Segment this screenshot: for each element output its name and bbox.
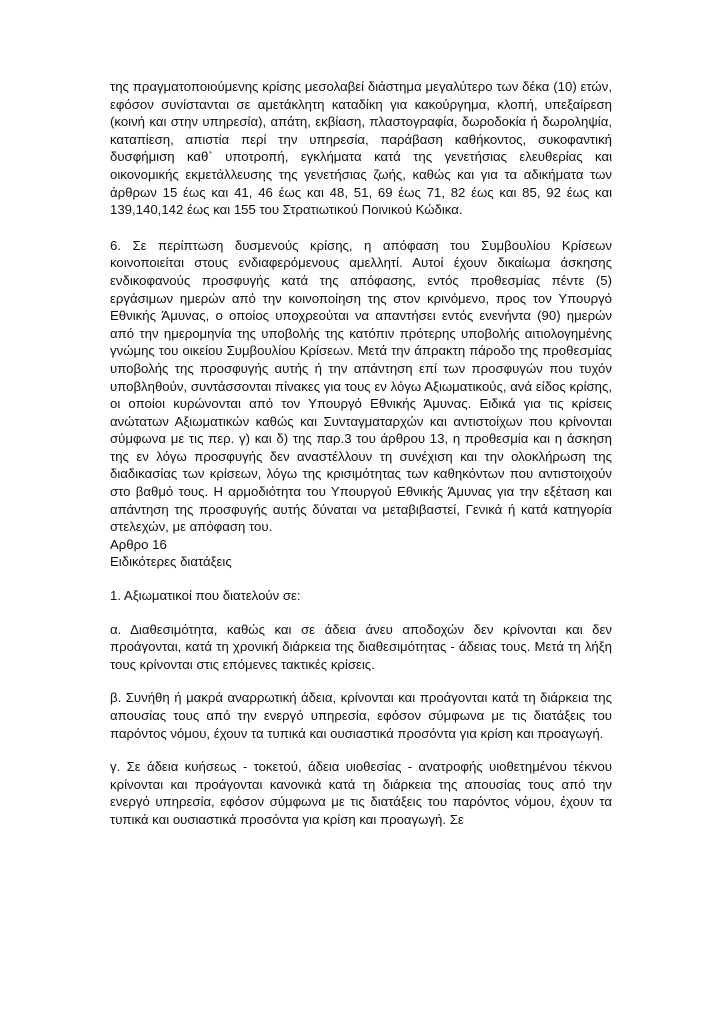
- paragraph-1c: γ. Σε άδεια κυήσεως - τοκετού, άδεια υιοθεσίας - ανατροφής υιοθετημένου τέκνου κρίνονται και προάγονται κανονικά κατά τη διάρκεια της απουσίας τους από την ενεργό υπηρεσία, εφόσον σύμφωνα με τις διατάξεις του παρόντος νόμου, έχουν τα τυπικά και ουσιαστικά προσόντα για κρίση και προαγωγή. Σε: [110, 759, 612, 827]
- article-subheading: Ειδικότερες διατάξεις: [110, 554, 232, 570]
- paragraph-6: 6. Σε περίπτωση δυσμενούς κρίσης, η απόφαση του Συμβουλίου Κρίσεων κοινοποιείται στους ενδιαφερόμενους αμελλητί. Αυτοί έχουν δικαίωμα άσκησης ενδικοφανούς προσφυγής κατά της απόφασης, εντός προθεσμίας πέντε (5) εργάσιμων ημερών από την κοινοποίηση της στον κρινόμενο, προς τον Υπουργό Εθνικής Άμυνας, ο οποίος υποχρεούται να απαντήσει εντός ενενήντα (90) ημερών από την ημερομηνία της υποβολής της κατόπιν πρότερης υποβολής αιτιολογημένης γνώμης του οικείου Συμβουλίου Κρίσεων. Μετά την άπρακτη πάροδο της προθεσμίας υποβολής της προσφυγής αυτής ή την απάντηση επί των προσφυγών που τυχόν υποβληθούν, συντάσσονται πίνακες για τους εν λόγω Αξιωματικούς, ανά είδος κρίσης, οι οποίοι κυρώνονται από τον Υπουργό Εθνικής Άμυνας. Ειδικά για τις κρίσεις ανώτατων Αξιωματικών καθώς και Συνταγματαρχών και αντιστοίχων που κρίνονται σύμφωνα με τις περ. γ) και δ) της παρ.3 του άρθρου 13, η προθεσμία και η άσκηση της εν λόγω προσφυγής δεν αναστέλλουν τη συνέχιση και την ολοκλήρωση της διαδικασίας των κρίσεων, λόγω της κρισιμότητας των καθηκόντων που αντιστοιχούν στο βαθμό τους. Η αρμοδιότητα του Υπουργού Εθνικής Άμυνας για την εξέταση και απάντηση της προσφυγής αυτής δύναται να μεταβιβαστεί, Γενικά ή κατά κατηγορία στελεχών, με απόφαση του.: [110, 237, 612, 535]
- article-heading: Αρθρο 16: [110, 536, 167, 552]
- paragraph-1a: α. Διαθεσιμότητα, καθώς και σε άδεια άνευ αποδοχών δεν κρίνονται και δεν προάγονται, κατά τη χρονική διάρκεια της διαθεσιμότητας - άδειας τους. Μετά τη λήξη τους κρίνονται στις επόμενες τακτικές κρίσεις.: [110, 621, 612, 672]
- paragraph-1: 1. Αξιωματικοί που διατελούν σε:: [110, 588, 301, 604]
- document-page: [110, 78, 612, 829]
- paragraph-continuation: της πραγματοποιούμενης κρίσης μεσολαβεί διάστημα μεγαλύτερο των δέκα (10) ετών, εφόσον συνίστανται σε αμετάκλητη καταδίκη για κακούργημα, κλοπή, υπεξαίρεση (κοινή και στην υπηρεσία), απάτη, εκβίαση, πλαστογραφία, δωροδοκία ή δωροληψία, καταπίεση, απιστία περί την υπηρεσία, παράβαση καθήκοντος, συκοφαντική δυσφήμιση καθ` υποτροπή, εγκλήματα κατά της γενετήσιας ελευθερίας και οικονομικής εκμετάλλευσης της γενετήσιας ζωής, καθώς και για τα αδικήματα των άρθρων 15 έως και 41, 46 έως και 48, 51, 69 έως 71, 82 έως και 85, 92 έως και 139,140,142 έως και 155 του Στρατιωτικού Ποινικού Κώδικα.: [110, 79, 612, 218]
- paragraph-1b: β. Συνήθη ή μακρά αναρρωτική άδεια, κρίνονται και προάγονται κατά τη διάρκεια της απουσίας τους από την ενεργό υπηρεσία, εφόσον σύμφωνα με τις διατάξεις του παρόντος νόμου, έχουν τα τυπικά και ουσιαστικά προσόντα για κρίση και προαγωγή.: [110, 690, 612, 741]
